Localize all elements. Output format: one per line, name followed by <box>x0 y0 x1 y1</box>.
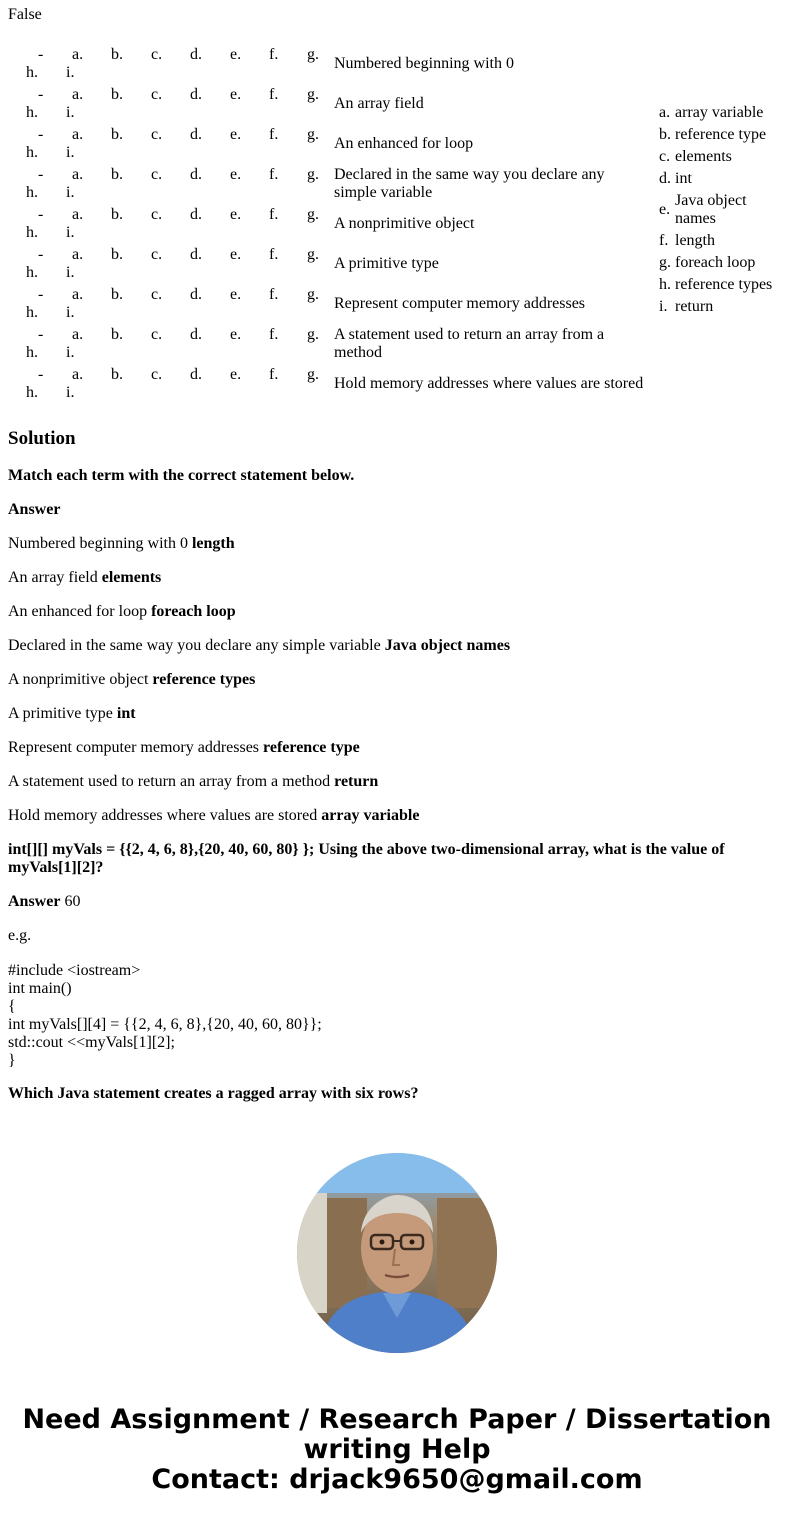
answer-2 <box>8 893 80 911</box>
answer-item <box>8 569 161 587</box>
select-option[interactable]: a. <box>72 366 84 383</box>
term-letter: b. <box>659 126 671 143</box>
solution-heading: Solution <box>8 428 76 449</box>
select-option[interactable]: f. <box>269 206 279 223</box>
term-item <box>659 126 789 144</box>
answer-label: Answer <box>8 501 61 518</box>
select-option[interactable]: a. <box>72 166 84 183</box>
answer-term: reference type <box>263 739 360 756</box>
match-row <box>8 284 648 324</box>
select-option[interactable]: a. <box>72 126 84 143</box>
select-option[interactable]: d. <box>190 46 202 63</box>
match-row <box>8 44 648 84</box>
select-option[interactable]: g. <box>307 166 319 183</box>
select-option[interactable]: d. <box>190 126 202 143</box>
question-3: Which Java statement creates a ragged array with six rows? <box>8 1085 419 1102</box>
select-option[interactable]: h. <box>26 384 38 401</box>
select-option[interactable]: i. <box>66 304 75 321</box>
match-statement: An enhanced for loop <box>334 135 474 152</box>
select-option[interactable]: a. <box>72 46 84 63</box>
select-option[interactable]: - <box>38 206 44 223</box>
select-option[interactable]: h. <box>26 144 38 161</box>
select-option[interactable]: b. <box>111 46 123 63</box>
term-text: reference type <box>675 126 767 143</box>
term-text: length <box>675 232 715 249</box>
select-option[interactable]: i. <box>66 384 75 401</box>
select-option[interactable]: f. <box>269 46 279 63</box>
select-option[interactable]: d. <box>190 206 202 223</box>
answer-statement: A statement used to return an array from a method <box>8 773 335 790</box>
select-option[interactable]: c. <box>151 46 163 63</box>
term-text: foreach loop <box>675 254 756 271</box>
select-option[interactable]: e. <box>230 46 242 63</box>
select-option[interactable]: i. <box>66 184 75 201</box>
match-statement: A statement used to return an array from a method <box>334 326 605 361</box>
select-option[interactable]: f. <box>269 126 279 143</box>
answer-item <box>8 807 419 825</box>
select-option[interactable]: i. <box>66 64 75 81</box>
term-text: Java object names <box>675 192 747 227</box>
answer-statement: An array field <box>8 569 102 586</box>
select-option[interactable]: b. <box>111 326 123 343</box>
select-option[interactable]: - <box>38 126 44 143</box>
term-item <box>659 192 789 228</box>
select-option[interactable]: a. <box>72 326 84 343</box>
select-option[interactable]: c. <box>151 246 163 263</box>
top-text: False <box>8 6 42 23</box>
select-option[interactable]: f. <box>269 286 279 303</box>
select-option[interactable]: b. <box>111 246 123 263</box>
answer-statement: Numbered beginning with 0 <box>8 535 192 552</box>
answer-item <box>8 637 510 655</box>
select-option[interactable]: - <box>38 366 44 383</box>
term-text: array variable <box>675 104 764 121</box>
select-option[interactable]: e. <box>230 286 242 303</box>
select-option[interactable]: h. <box>26 344 38 361</box>
select-option[interactable]: b. <box>111 166 123 183</box>
term-item <box>659 232 789 250</box>
select-option[interactable]: - <box>38 86 44 103</box>
answer-2-label: Answer <box>8 893 61 910</box>
instruction-text: Match each term with the correct statement below. <box>8 467 355 484</box>
answer-statement: A nonprimitive object <box>8 671 153 688</box>
author-photo <box>297 1153 497 1353</box>
select-option[interactable]: h. <box>26 224 38 241</box>
page-content <box>8 6 786 24</box>
select-option[interactable]: g. <box>307 286 319 303</box>
portrait-image <box>297 1153 497 1353</box>
select-option[interactable]: f. <box>269 326 279 343</box>
term-item <box>659 276 789 294</box>
select-option[interactable]: e. <box>230 126 242 143</box>
select-option[interactable]: h. <box>26 104 38 121</box>
term-text: return <box>675 298 714 315</box>
select-option[interactable]: c. <box>151 166 163 183</box>
select-option[interactable]: i. <box>66 224 75 241</box>
select-option[interactable]: a. <box>72 286 84 303</box>
select-option[interactable]: d. <box>190 326 202 343</box>
select-option[interactable]: e. <box>230 246 242 263</box>
select-option[interactable]: g. <box>307 46 319 63</box>
cta-line-1: Need Assignment / Research Paper / Dissertation <box>22 1404 772 1435</box>
select-option[interactable]: - <box>38 246 44 263</box>
answer-statement: An enhanced for loop <box>8 603 152 620</box>
select-option[interactable]: c. <box>151 86 163 103</box>
select-option[interactable]: d. <box>190 286 202 303</box>
select-option[interactable]: h. <box>26 264 38 281</box>
select-option[interactable]: h. <box>26 184 38 201</box>
answer-select[interactable] <box>8 284 319 324</box>
select-option[interactable]: - <box>38 166 44 183</box>
code-line: } <box>8 1052 16 1069</box>
term-letter: f. <box>659 232 669 249</box>
select-option[interactable]: e. <box>230 366 242 383</box>
select-option[interactable]: d. <box>190 166 202 183</box>
match-row <box>8 364 648 404</box>
answer-statement: Represent computer memory addresses <box>8 739 264 756</box>
select-option[interactable]: h. <box>26 64 38 81</box>
select-option[interactable]: a. <box>72 246 84 263</box>
code-line: std::cout <<myVals[1][2]; <box>8 1034 175 1051</box>
term-item <box>659 104 789 122</box>
select-option[interactable]: b. <box>111 206 123 223</box>
eg-text: e.g. <box>8 927 32 944</box>
select-option[interactable]: f. <box>269 166 279 183</box>
term-letter: h. <box>659 276 671 293</box>
answer-select[interactable] <box>8 324 319 364</box>
term-text: reference types <box>675 276 773 293</box>
select-option[interactable]: e. <box>230 86 242 103</box>
select-option[interactable]: g. <box>307 86 319 103</box>
select-option[interactable]: - <box>38 326 44 343</box>
match-row <box>8 204 648 244</box>
select-option[interactable]: b. <box>111 286 123 303</box>
question-2: int[][] myVals = {{2, 4, 6, 8},{20, 40, 60, 80} }; Using the above two-dimensional array, what is the value of myVals[1][2]? <box>8 841 725 876</box>
answer-term: length <box>191 535 235 552</box>
answer-item <box>8 773 378 791</box>
select-option[interactable]: e. <box>230 326 242 343</box>
answer-select[interactable] <box>8 164 319 204</box>
term-item <box>659 170 789 188</box>
select-option[interactable]: h. <box>26 304 38 321</box>
match-row <box>8 324 648 364</box>
cta-line-2: writing Help <box>303 1434 491 1465</box>
term-text: elements <box>675 148 732 165</box>
answer-item <box>8 535 235 553</box>
term-text: int <box>675 170 692 187</box>
code-block <box>8 962 322 1070</box>
answer-item <box>8 705 136 723</box>
answer-term: return <box>334 773 379 790</box>
select-option[interactable]: i. <box>66 344 75 361</box>
select-option[interactable]: i. <box>66 144 75 161</box>
term-letter: g. <box>659 254 671 271</box>
answer-2-value: 60 <box>64 893 81 910</box>
select-option[interactable]: c. <box>151 126 163 143</box>
term-letter: a. <box>659 104 671 121</box>
term-item <box>659 254 789 272</box>
match-row <box>8 164 648 204</box>
select-option[interactable]: f. <box>269 86 279 103</box>
match-statement: A nonprimitive object <box>334 215 475 232</box>
select-option[interactable]: c. <box>151 206 163 223</box>
select-option[interactable]: e. <box>230 166 242 183</box>
answer-select[interactable] <box>8 244 319 284</box>
select-option[interactable]: d. <box>190 86 202 103</box>
term-item <box>659 298 789 316</box>
answer-term: int <box>116 705 136 722</box>
answer-item <box>8 739 360 757</box>
answer-select[interactable] <box>8 84 319 124</box>
select-option[interactable]: f. <box>269 246 279 263</box>
answer-term: array variable <box>321 807 420 824</box>
select-option[interactable]: f. <box>269 366 279 383</box>
select-option[interactable]: - <box>38 286 44 303</box>
answer-select[interactable] <box>8 364 319 404</box>
answer-statement: Declared in the same way you declare any simple variable <box>8 637 385 654</box>
cta-line-3: Contact: drjack9650@gmail.com <box>151 1464 643 1495</box>
select-option[interactable]: c. <box>151 366 163 383</box>
term-item <box>659 148 789 166</box>
select-option[interactable]: d. <box>190 246 202 263</box>
answer-select[interactable] <box>8 204 319 244</box>
code-line: int myVals[][4] = {{2, 4, 6, 8},{20, 40, 60, 80}}; <box>8 1016 322 1033</box>
term-letter: d. <box>659 170 671 187</box>
match-row <box>8 244 648 284</box>
match-statement: Declared in the same way you declare any simple variable <box>334 166 605 201</box>
answer-item <box>8 603 236 621</box>
answer-term: reference types <box>152 671 256 688</box>
answer-term: foreach loop <box>151 603 236 620</box>
match-row <box>8 84 648 124</box>
answer-select[interactable] <box>8 124 319 164</box>
code-line: { <box>8 998 16 1015</box>
select-option[interactable]: a. <box>72 206 84 223</box>
select-option[interactable]: i. <box>66 104 75 121</box>
answer-term: Java object names <box>384 637 511 654</box>
term-letter: e. <box>659 201 671 218</box>
term-letter: c. <box>659 148 671 165</box>
answer-statement: A primitive type <box>8 705 117 722</box>
select-option[interactable]: b. <box>111 126 123 143</box>
select-option[interactable]: c. <box>151 286 163 303</box>
match-row <box>8 124 648 164</box>
term-letter: i. <box>659 298 668 315</box>
answer-item <box>8 671 255 689</box>
select-option[interactable]: b. <box>111 366 123 383</box>
select-option[interactable]: b. <box>111 86 123 103</box>
select-option[interactable]: a. <box>72 86 84 103</box>
select-option[interactable]: g. <box>307 206 319 223</box>
match-statement: A primitive type <box>334 255 439 272</box>
match-statement: Represent computer memory addresses <box>334 295 586 312</box>
match-statement: Hold memory addresses where values are stored <box>334 375 644 392</box>
match-statement: Numbered beginning with 0 <box>334 55 514 72</box>
answer-select[interactable] <box>8 44 319 84</box>
term-list <box>659 104 789 320</box>
select-option[interactable]: g. <box>307 326 319 343</box>
select-option[interactable]: i. <box>66 264 75 281</box>
select-option[interactable]: - <box>38 46 44 63</box>
select-option[interactable]: d. <box>190 366 202 383</box>
match-statement: An array field <box>334 95 424 112</box>
select-option[interactable]: g. <box>307 126 319 143</box>
select-option[interactable]: c. <box>151 326 163 343</box>
select-option[interactable]: e. <box>230 206 242 223</box>
matching-question <box>8 44 786 406</box>
select-option[interactable]: g. <box>307 366 319 383</box>
select-option[interactable]: g. <box>307 246 319 263</box>
answer-statement: Hold memory addresses where values are stored <box>8 807 322 824</box>
answer-term: elements <box>101 569 162 586</box>
code-line: #include <iostream> <box>8 962 141 979</box>
code-line: int main() <box>8 980 72 997</box>
